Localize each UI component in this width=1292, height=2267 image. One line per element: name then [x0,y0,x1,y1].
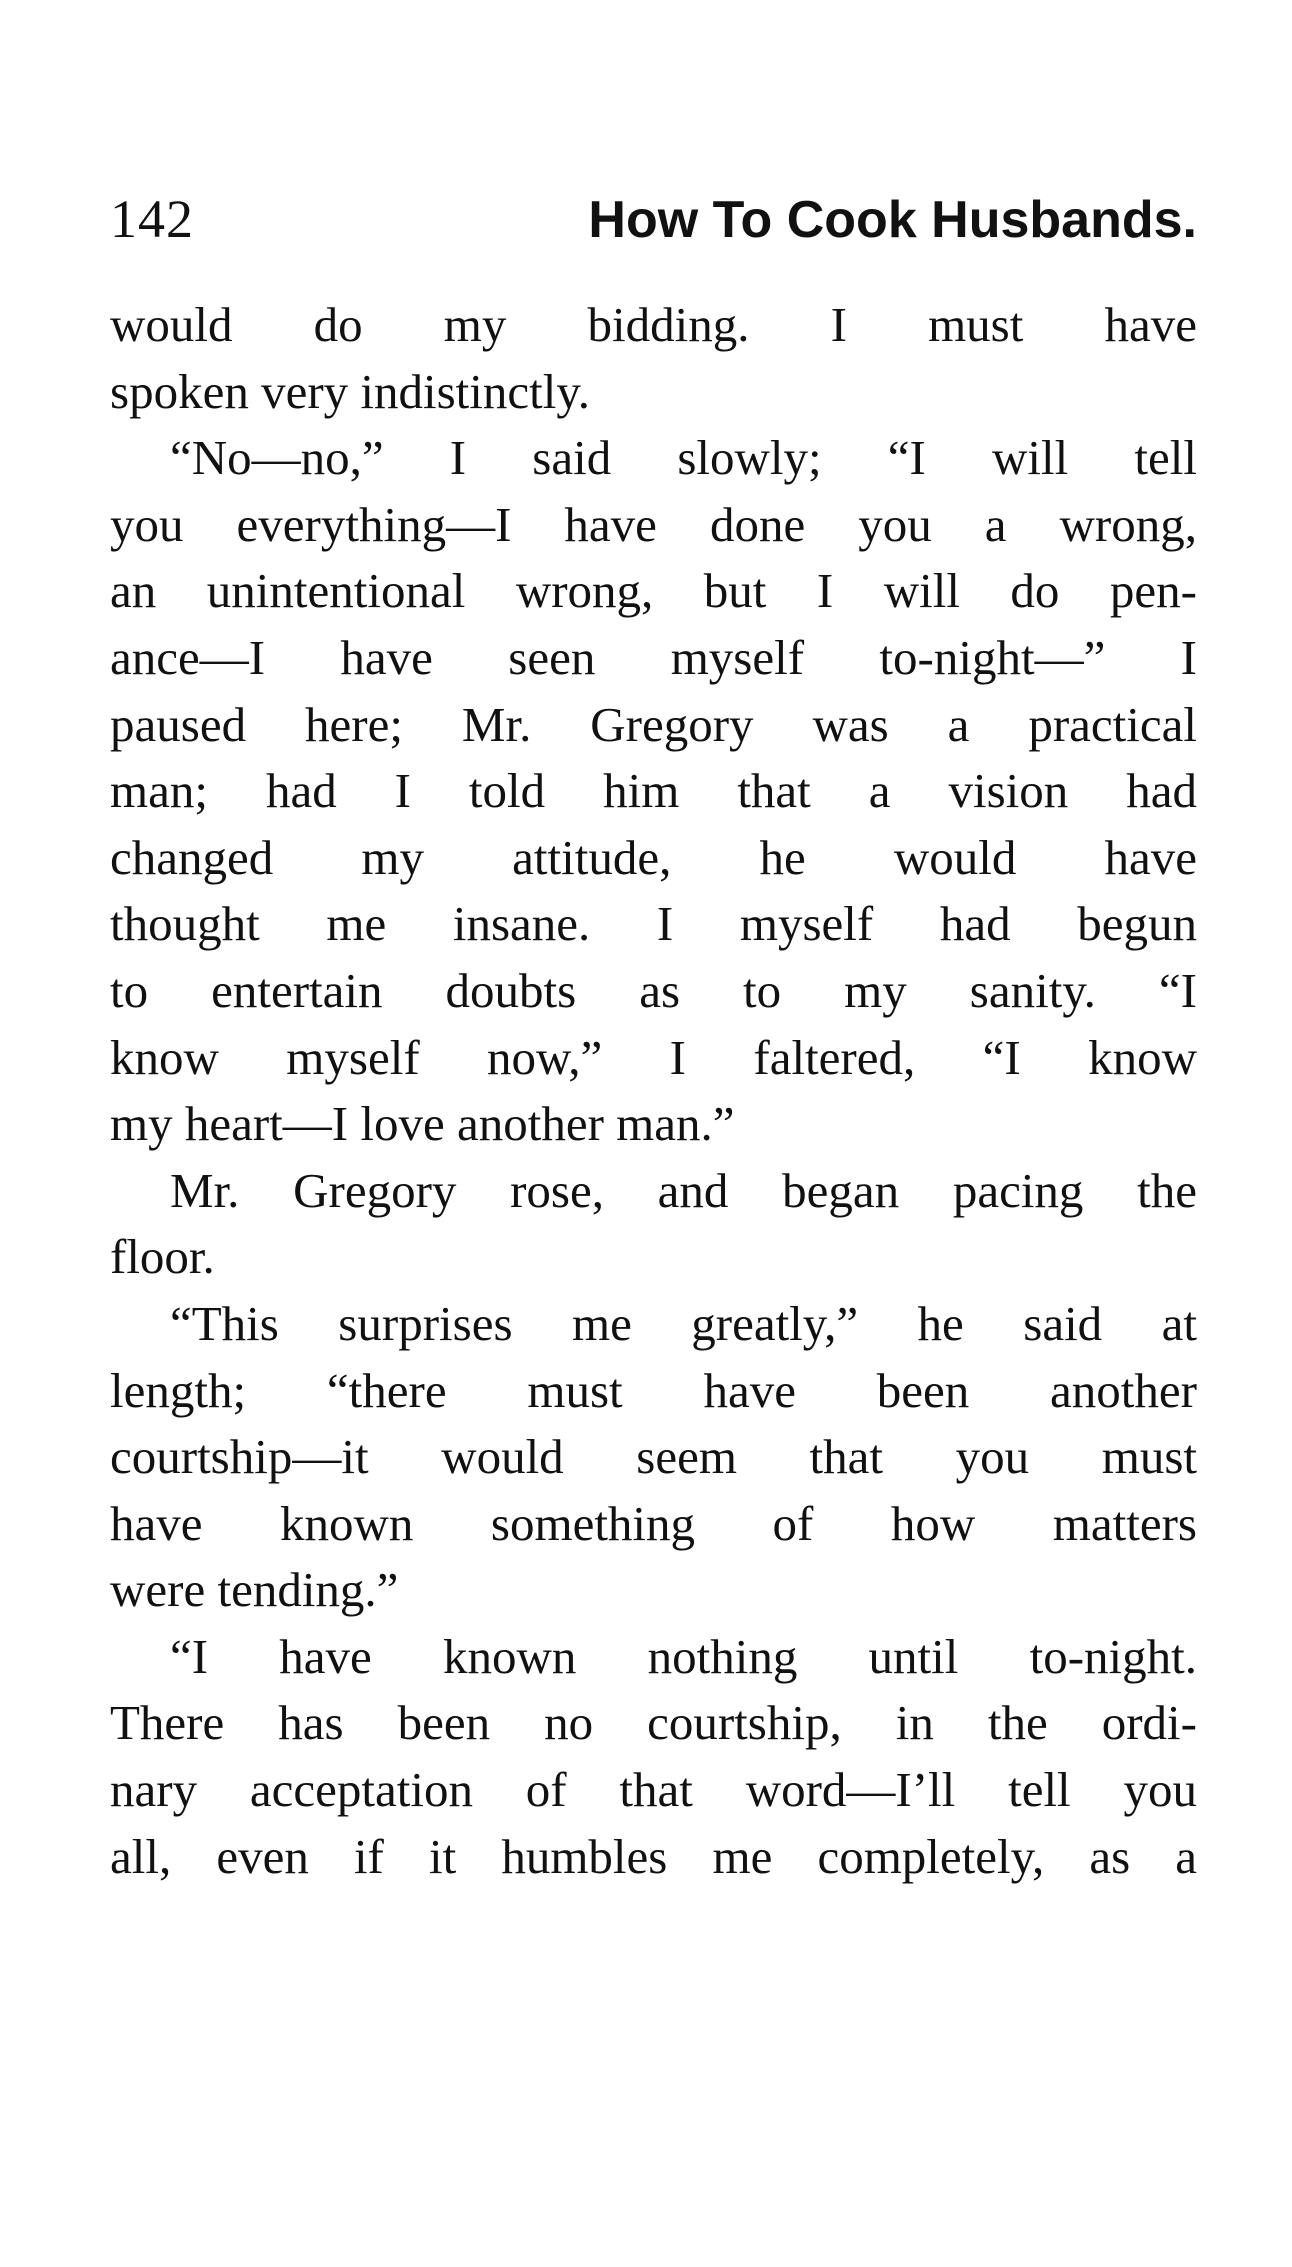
text-line: “This surprises me greatly,” he said at [170,1295,1197,1351]
text-line: all, even if it humbles me completely, as a [110,1828,1197,1884]
text-line: floor. [110,1229,215,1285]
text-line: There has been no courtship, in the ordi- [110,1695,1197,1751]
text-line: paused here; Mr. Gregory was a practical [110,696,1197,752]
text-line: “I have known nothing until to-night. [170,1628,1197,1684]
text-line: thought me insane. I myself had begun [110,896,1197,952]
text-line: ance—I have seen myself to-night—” I [110,629,1197,685]
text-line: courtship—it would seem that you must [110,1429,1197,1485]
text-line: you everything—I have done you a wrong, [110,496,1197,552]
running-title: How To Cook Husbands. [588,191,1197,249]
text-line: man; had I told him that a vision had [110,763,1197,819]
text-line: an unintentional wrong, but I will do pen- [110,563,1197,619]
text-line: have known something of how matters [110,1495,1197,1551]
text-line: Mr. Gregory rose, and began pacing the [170,1162,1197,1218]
text-line: “No—no,” I said slowly; “I will tell [170,430,1197,486]
text-line: nary acceptation of that word—I’ll tell you [110,1762,1197,1818]
page-number: 142 [110,189,194,249]
text-line: spoken very indistinctly. [110,363,590,419]
text-line: would do my bidding. I must have [110,297,1197,352]
page-header [110,188,1197,258]
text-line: my heart—I love another man.” [110,1096,735,1152]
text-line: know myself now,” I faltered, “I know [110,1029,1197,1085]
text-line: length; “there must have been another [110,1362,1197,1418]
text-line: changed my attitude, he would have [110,829,1197,885]
body-text [110,292,1197,1890]
text-line: to entertain doubts as to my sanity. “I [110,962,1197,1018]
text-line: were tending.” [110,1562,399,1618]
